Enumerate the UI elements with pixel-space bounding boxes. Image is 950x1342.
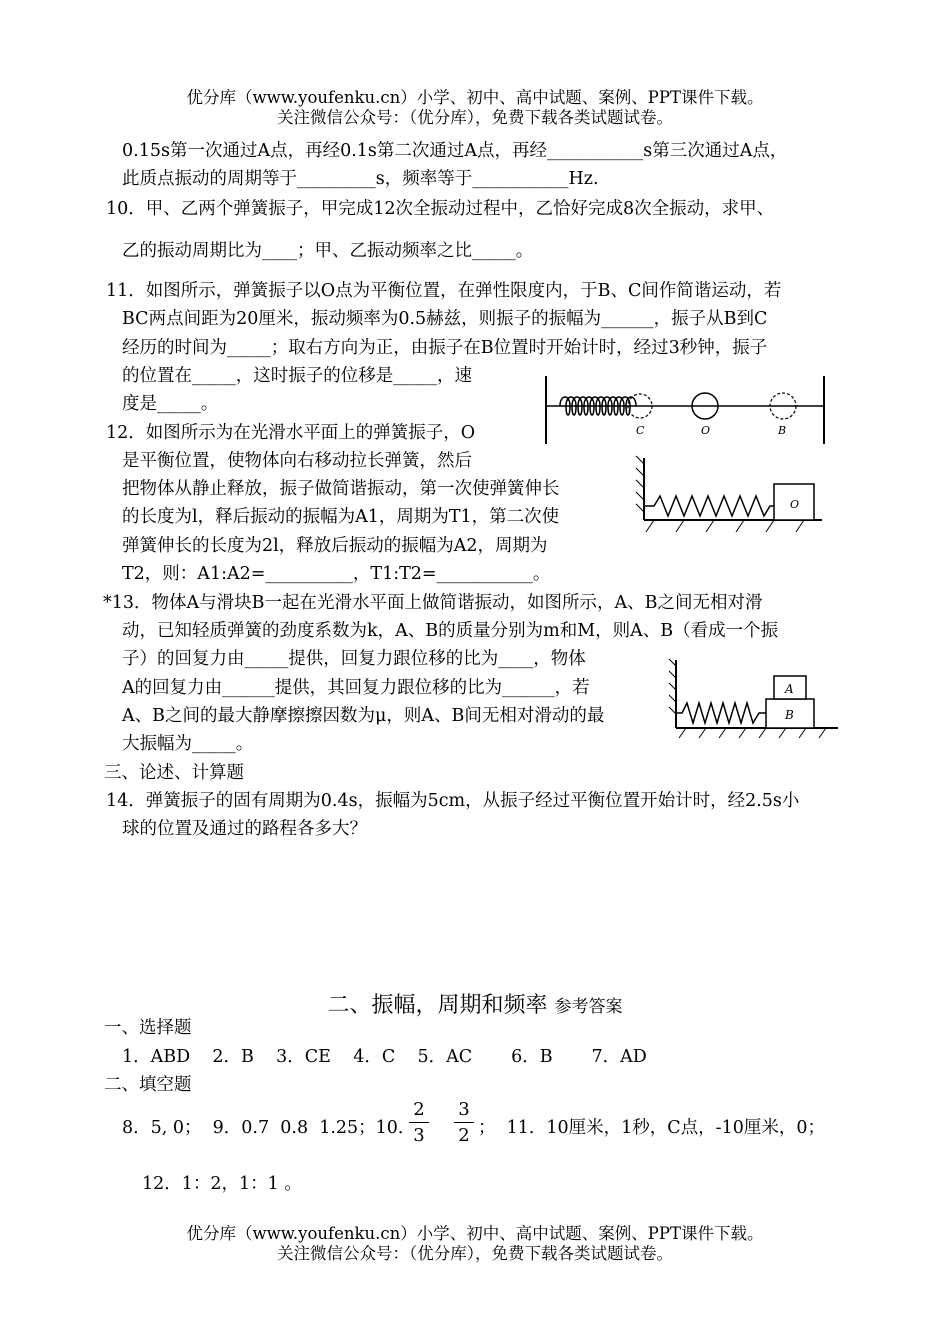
q10-line-1: 10．甲、乙两个弹簧振子，甲完成12次全振动过程中，乙恰好完成8次全振动，求甲、 [106,199,775,219]
q14-line-2: 球的位置及通过的路程各多大？ [122,819,367,839]
fraction-2-bar [454,1122,474,1123]
q11-line-5: 度是_____。 [122,394,219,414]
section-3-heading: 三、论述、计算题 [104,763,244,783]
fraction-1-denominator: 3 [413,1125,425,1146]
answers-choice-line: 1．ABD 2．B 3．CE 4．C 5．AC 6．B 7．AD [122,1047,647,1067]
fraction-2-numerator: 3 [458,1099,470,1120]
answer-title [0,988,950,1019]
answers-fill-part-2: ； 11．10厘米，1秒，C点，-10厘米，0； [478,1118,825,1138]
q12-spring-block-figure [624,454,824,538]
fraction-1-bar [409,1122,429,1123]
q13-line-5: A、B之间的最大静摩擦擦因数为μ，则A、B间无相对滑动的最 [122,706,605,726]
fraction-2-3 [409,1099,429,1146]
q9-line-2: 此质点振动的周期等于_________s，频率等于___________Hz. [122,169,599,189]
q12-line-6: T2，则：A1:A2=__________，T1:T2=___________。 [122,564,551,584]
q9-line-1: 0.15s第一次通过A点，再经0.1s第二次通过A点，再经___________s第三次通过A点， [122,141,788,161]
footer-line-1: 优分库（www.youfenku.cn）小学、初中、高中试题、案例、PPT课件下载。 [186,1224,764,1243]
q12-label-o: O [790,498,800,511]
q11-line-4: 的位置在_____，这时振子的位移是_____，速 [122,366,472,386]
q12-line-5: 弹簧伸长的长度为2l，释放后振动的振幅为A2，周期为 [122,536,548,556]
q12-line-3: 把物体从静止释放，振子做简谐振动，第一次使弹簧伸长 [122,479,560,499]
footer-line-2: 关注微信公众号：（优分库），免费下载各类试题试卷。 [277,1244,673,1263]
answers-section-1: 一、选择题 [104,1018,192,1038]
q11-spring-figure [540,372,830,450]
fraction-1-numerator: 2 [413,1099,425,1120]
q12-line-1: 12．如图所示为在光滑水平面上的弹簧振子，O [106,423,476,443]
q13-label-a: A [785,682,794,696]
q13-spring-ab-figure [666,656,842,742]
q13-line-6: 大振幅为_____。 [122,734,254,754]
answers-fill-line-2: 12．1：2，1：1 。 [142,1174,302,1194]
answer-title-suffix: 参考答案 [554,997,623,1017]
q13-line-1: *13．物体A与滑块B一起在光滑水平面上做简谐振动，如图所示，A、B之间无相对滑 [103,593,763,613]
q13-line-4: A的回复力由______提供，其回复力跟位移的比为______，若 [122,678,590,698]
answers-section-2: 二、填空题 [104,1075,192,1095]
q13-line-3: 子）的回复力由_____提供，回复力跟位移的比为____，物体 [122,649,586,669]
q11-line-1: 11．如图所示，弹簧振子以O点为平衡位置，在弹性限度内，于B、C间作简谐运动，若 [106,281,782,301]
q14-line-1: 14．弹簧振子的固有周期为0.4s，振幅为5cm，从振子经过平衡位置开始计时，经2.5s小 [106,791,800,811]
q12-line-4: 的长度为l，释后振动的振幅为A1，周期为T1，第二次使 [122,507,560,527]
q11-label-b: B [778,424,787,437]
header-line-1: 优分库（www.youfenku.cn）小学、初中、高中试题、案例、PPT课件下载。 [186,88,764,107]
fraction-3-2 [454,1099,474,1146]
q11-line-3: 经历的时间为_____；取右方向为正，由振子在B位置时开始计时，经过3秒钟，振子 [122,338,768,358]
header-line-2: 关注微信公众号：（优分库），免费下载各类试题试卷。 [277,108,673,127]
q11-line-2: BC两点间距为20厘米，振动频率为0.5赫兹，则振子的振幅为______，振子从B到C [122,309,768,329]
q11-label-c: C [636,424,645,437]
q13-line-2: 动，已知轻质弹簧的劲度系数为k，A、B的质量分别为m和M，则A、B（看成一个振 [122,621,779,641]
q11-label-o: O [701,424,711,437]
q10-line-2: 乙的振动周期比为____；甲、乙振动频率之比_____。 [122,241,534,261]
q13-label-b: B [785,708,794,722]
fraction-2-denominator: 2 [458,1125,470,1146]
q12-line-2: 是平衡位置，使物体向右移动拉长弹簧，然后 [122,451,472,471]
answer-title-main: 二、振幅，周期和频率 [327,993,548,1018]
answers-fill-part-1: 8．5, 0； 9．0.7 0.8 1.25；10． [122,1118,416,1138]
